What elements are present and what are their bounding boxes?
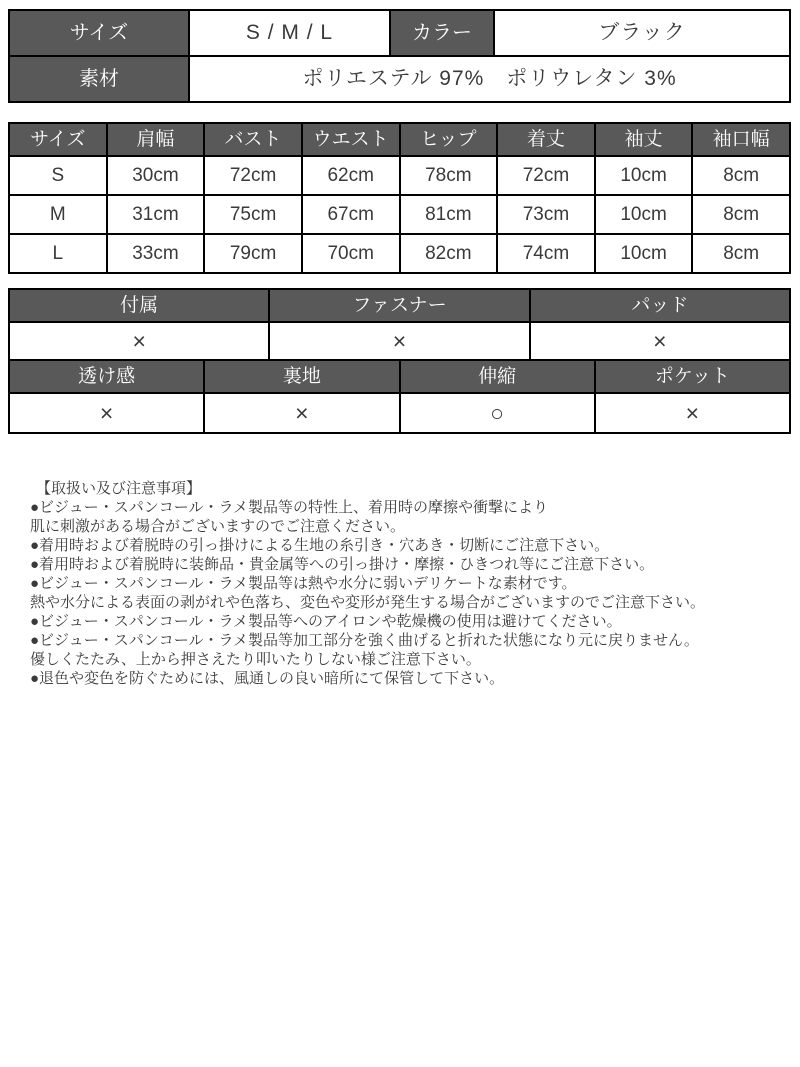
care-note-line: 熱や水分による表面の剥がれや色落ち、変色や変形が発生する場合がございますのでご注意下さい。 [30,594,706,611]
table-cell: 79cm [205,235,301,272]
column-header-sleeve-length: 袖丈 [596,124,692,155]
feature-header-accessory: 付属 [10,290,268,321]
care-note-line: ●着用時および着脱時の引っ掛けによる生地の糸引き・穴あき・切断にご注意下さい。 [30,537,610,554]
column-header-size: サイズ [10,124,106,155]
column-header-cuff-width: 袖口幅 [693,124,789,155]
feature-header-lining: 裏地 [205,361,398,392]
material-value-cell: ポリエステル 97% ポリウレタン 3% [190,57,789,101]
table-cell: 30cm [108,157,204,194]
color-value-cell: ブラック [495,11,789,55]
table-cell: 74cm [498,235,594,272]
table-cell: 8cm [693,196,789,233]
features-table-top [8,288,791,361]
column-header-shoulder: 肩幅 [108,124,204,155]
table-cell: 81cm [401,196,497,233]
column-header-length: 着丈 [498,124,594,155]
table-cell: 72cm [498,157,594,194]
table-cell: 8cm [693,235,789,272]
feature-value-pad: × [531,323,789,359]
care-note-line: ●ビジュー・スパンコール・ラメ製品等は熱や水分に弱いデリケートな素材です。 [30,575,577,592]
feature-header-sheerness: 透け感 [10,361,203,392]
care-note-line: ●ビジュー・スパンコール・ラメ製品等加工部分を強く曲げると折れた状態になり元に戻りません。 [30,632,699,649]
feature-value-pocket: × [596,394,789,432]
table-cell: 82cm [401,235,497,272]
table-cell: 10cm [596,235,692,272]
table-cell: 8cm [693,157,789,194]
feature-value-accessory: × [10,323,268,359]
table-cell: 72cm [205,157,301,194]
table-cell: 78cm [401,157,497,194]
color-label-cell: カラー [391,11,493,55]
size-value-cell: S / M / L [190,11,389,55]
feature-header-stretch: 伸縮 [401,361,594,392]
measurements-table [8,122,791,274]
size-color-material-table [8,9,791,103]
care-notes-title: 【取扱い及び注意事項】 [36,480,202,497]
table-cell: 31cm [108,196,204,233]
care-notes [30,479,785,688]
size-label-cell: サイズ [10,11,188,55]
table-cell: 10cm [596,157,692,194]
features-table-bottom [8,359,791,434]
column-header-bust: バスト [205,124,301,155]
table-cell: 73cm [498,196,594,233]
care-note-line: ●着用時および着脱時に装飾品・貴金属等への引っ掛け・摩擦・ひきつれ等にご注意下さい。 [30,556,655,573]
care-note-line: 肌に刺激がある場合がございますのでご注意ください。 [30,518,406,535]
feature-value-stretch: ○ [401,394,594,432]
table-cell: 62cm [303,157,399,194]
table-cell: L [10,235,106,272]
table-cell: S [10,157,106,194]
care-note-line: 優しくたたみ、上から押さえたり叩いたりしない様ご注意下さい。 [30,651,481,668]
table-cell: 33cm [108,235,204,272]
feature-value-sheerness: × [10,394,203,432]
care-note-line: ●退色や変色を防ぐためには、風通しの良い暗所にて保管して下さい。 [30,670,505,687]
care-note-line: ●ビジュー・スパンコール・ラメ製品等へのアイロンや乾燥機の使用は避けてください。 [30,613,622,630]
table-cell: 67cm [303,196,399,233]
care-note-line: ●ビジュー・スパンコール・ラメ製品等の特性上、着用時の摩擦や衝撃により [30,499,549,516]
feature-value-lining: × [205,394,398,432]
table-cell: 70cm [303,235,399,272]
table-cell: 75cm [205,196,301,233]
table-cell: 10cm [596,196,692,233]
feature-header-fastener: ファスナー [270,290,528,321]
material-label-cell: 素材 [10,57,188,101]
column-header-waist: ウエスト [303,124,399,155]
table-cell: M [10,196,106,233]
column-header-hip: ヒップ [401,124,497,155]
feature-value-fastener: × [270,323,528,359]
feature-header-pocket: ポケット [596,361,789,392]
feature-header-pad: パッド [531,290,789,321]
